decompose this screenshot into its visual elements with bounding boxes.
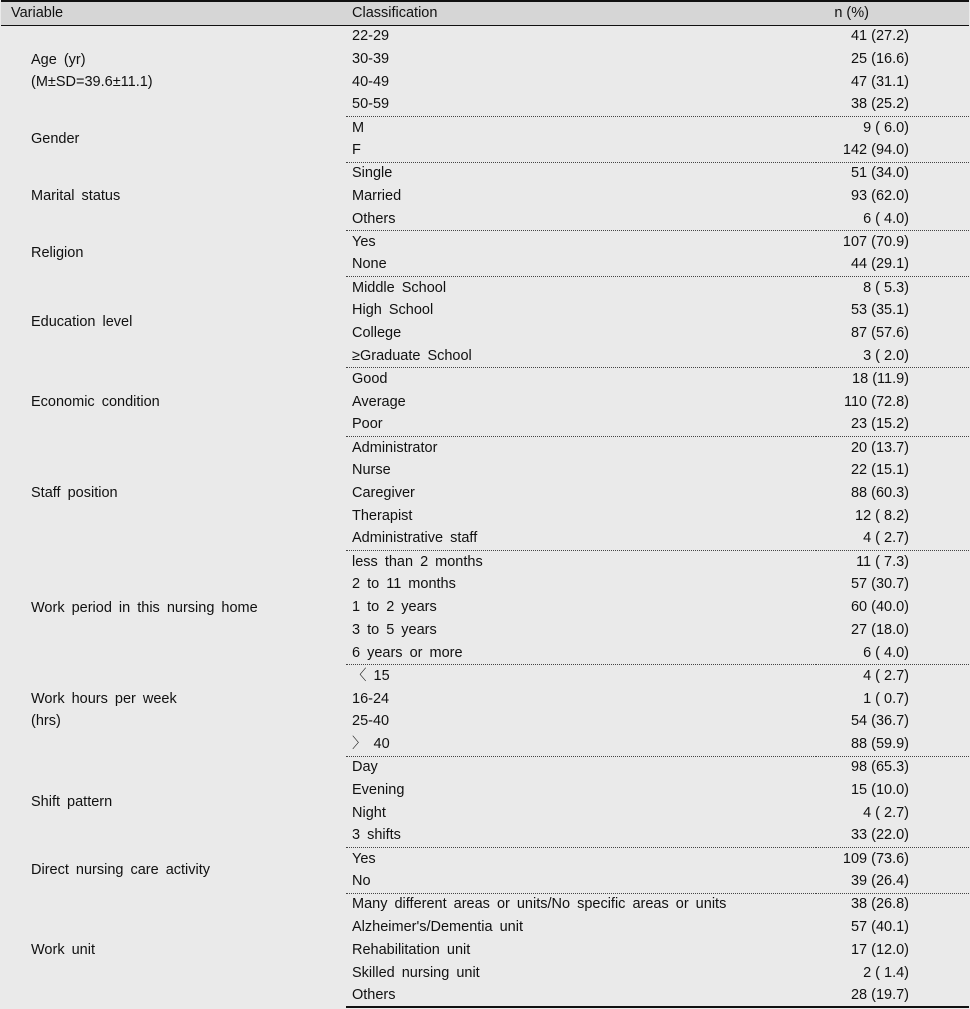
classification-cell: Poor: [346, 413, 816, 436]
count-percent-cell: 41 (27.2): [850, 28, 909, 45]
count-percent-cell: 110 (72.8): [843, 393, 909, 410]
classification-cell: Caregiver: [352, 485, 415, 502]
table-row: [1, 893, 969, 916]
table-row: [1, 116, 969, 139]
table-row: [1, 368, 969, 391]
classification-cell: 22-29: [352, 28, 390, 45]
classification-cell: 2 to 11 months: [352, 576, 456, 593]
variable-cell: [1, 25, 346, 116]
count-percent-cell: 8 ( 5.3): [863, 279, 909, 296]
classification-cell: No: [346, 870, 816, 893]
count-percent-cell: 44 (29.1): [816, 253, 969, 276]
classification-cell: High School: [352, 302, 434, 319]
classification-cell: None: [346, 253, 816, 276]
count-percent-cell: 38 (25.2): [816, 94, 969, 117]
classification-cell: 40-49: [352, 73, 390, 90]
count-percent-cell: 60 (40.0): [850, 599, 909, 616]
table-row: [1, 276, 969, 299]
count-percent-cell: 39 (26.4): [816, 870, 969, 893]
header-variable: Variable: [1, 1, 346, 25]
classification-cell: less than 2 months: [352, 553, 483, 570]
count-percent-cell: 12 ( 8.2): [855, 507, 909, 524]
classification-cell: 3 to 5 years: [352, 622, 437, 639]
count-percent-cell: 4 ( 2.7): [863, 804, 909, 821]
classification-cell: 25-40: [352, 713, 390, 730]
count-percent-cell: 107 (70.9): [842, 234, 909, 251]
classification-cell: 16-24: [352, 690, 390, 707]
count-percent-cell: 54 (36.7): [850, 713, 909, 730]
table-row: [1, 162, 969, 185]
classification-cell: F: [346, 139, 816, 162]
variable-label: Gender: [31, 131, 80, 148]
count-percent-cell: 11 ( 7.3): [856, 553, 909, 570]
classification-cell: Married: [352, 188, 402, 205]
count-percent-cell: 109 (73.6): [842, 850, 909, 867]
table-row: [1, 847, 969, 870]
classification-cell: Many different areas or units/No specific areas or units: [352, 896, 727, 913]
count-percent-cell: 98 (65.3): [850, 759, 909, 776]
table-row: [1, 231, 969, 254]
classification-cell: 3 shifts: [346, 825, 816, 848]
classification-cell: 50-59: [346, 94, 816, 117]
variable-cell: [1, 847, 346, 893]
classification-cell: Yes: [352, 850, 376, 867]
count-percent-cell: 57 (30.7): [850, 576, 909, 593]
count-percent-cell: 6 ( 4.0): [816, 208, 969, 231]
classification-cell: ≥Graduate School: [346, 345, 816, 368]
variable-label: Religion: [31, 245, 84, 262]
count-percent-cell: 88 (59.9): [816, 733, 969, 756]
classification-cell: Day: [352, 759, 378, 776]
variable-cell: [1, 665, 346, 756]
count-percent-cell: 4 ( 2.7): [863, 668, 909, 685]
classification-cell: Evening: [352, 782, 405, 799]
classification-cell: Single: [352, 165, 393, 182]
header-n-percent: n (%): [816, 1, 969, 25]
count-percent-cell: 88 (60.3): [850, 485, 909, 502]
classification-cell: Nurse: [352, 462, 391, 479]
table-row: [1, 25, 969, 48]
count-percent-cell: 38 (26.8): [850, 896, 909, 913]
classification-cell: Administrative staff: [346, 528, 816, 551]
classification-cell: College: [352, 325, 402, 342]
classification-cell: Administrator: [352, 439, 438, 456]
classification-cell: Yes: [352, 234, 376, 251]
variable-cell: [1, 756, 346, 847]
variable-label: (M±SD=39.6±11.1): [31, 73, 153, 90]
count-percent-cell: 51 (34.0): [850, 165, 909, 182]
variable-label: Economic condition: [31, 393, 160, 410]
table-row: [1, 756, 969, 779]
classification-cell: 〈 15: [352, 668, 390, 685]
classification-cell: Good: [352, 371, 388, 388]
count-percent-cell: 18 (11.9): [852, 371, 909, 388]
count-percent-cell: 93 (62.0): [850, 188, 909, 205]
variable-label: Work hours per week: [31, 691, 177, 708]
variable-label: (hrs): [31, 713, 61, 730]
count-percent-cell: 57 (40.1): [850, 919, 909, 936]
count-percent-cell: 17 (12.0): [850, 941, 909, 958]
count-percent-cell: 9 ( 6.0): [863, 119, 909, 136]
count-percent-cell: 33 (22.0): [816, 825, 969, 848]
variable-label: Work unit: [31, 942, 95, 959]
variable-label: Marital status: [31, 188, 121, 205]
count-percent-cell: 27 (18.0): [850, 622, 909, 639]
variable-cell: [1, 231, 346, 277]
table-header: [1, 1, 969, 25]
classification-cell: Therapist: [352, 507, 413, 524]
variable-label: Shift pattern: [31, 793, 113, 810]
demographics-table: [1, 0, 969, 1008]
variable-label: Staff position: [31, 485, 118, 502]
count-percent-cell: 23 (15.2): [816, 413, 969, 436]
count-percent-cell: 3 ( 2.0): [816, 345, 969, 368]
count-percent-cell: 15 (10.0): [850, 782, 909, 799]
classification-cell: Average: [352, 393, 406, 410]
count-percent-cell: 87 (57.6): [850, 325, 909, 342]
table-body: [1, 25, 969, 1007]
classification-cell: 30-39: [352, 51, 390, 68]
classification-cell: Skilled nursing unit: [352, 964, 480, 981]
count-percent-cell: 28 (19.7): [816, 984, 969, 1007]
variable-label: Age (yr): [31, 51, 86, 68]
classification-cell: 1 to 2 years: [352, 599, 437, 616]
count-percent-cell: 53 (35.1): [850, 302, 909, 319]
classification-cell: Others: [346, 208, 816, 231]
variable-cell: [1, 116, 346, 162]
variable-cell: [1, 893, 346, 1007]
variable-cell: [1, 276, 346, 367]
count-percent-cell: 6 ( 4.0): [816, 642, 969, 665]
count-percent-cell: 142 (94.0): [816, 139, 969, 162]
variable-label: Work period in this nursing home: [31, 599, 258, 616]
table-row: [1, 665, 969, 688]
variable-cell: [1, 550, 346, 664]
variable-cell: [1, 436, 346, 550]
table-row: [1, 550, 969, 573]
header-classification: Classification: [346, 1, 816, 25]
classification-cell: Rehabilitation unit: [352, 941, 471, 958]
classification-cell: M: [352, 119, 365, 136]
classification-cell: 6 years or more: [346, 642, 816, 665]
count-percent-cell: 4 ( 2.7): [816, 528, 969, 551]
variable-label: Education level: [31, 313, 133, 330]
classification-cell: Night: [352, 804, 386, 821]
classification-cell: 〉 40: [346, 733, 816, 756]
variable-cell: [1, 162, 346, 231]
count-percent-cell: 25 (16.6): [850, 51, 909, 68]
count-percent-cell: 2 ( 1.4): [863, 964, 909, 981]
table-row: [1, 436, 969, 459]
variable-cell: [1, 368, 346, 437]
count-percent-cell: 22 (15.1): [850, 462, 909, 479]
variable-label: Direct nursing care activity: [31, 862, 211, 879]
count-percent-cell: 1 ( 0.7): [863, 690, 909, 707]
classification-cell: Alzheimer's/Dementia unit: [352, 919, 523, 936]
count-percent-cell: 47 (31.1): [850, 73, 909, 90]
count-percent-cell: 20 (13.7): [850, 439, 909, 456]
header-row: [1, 1, 969, 25]
classification-cell: Middle School: [352, 279, 447, 296]
classification-cell: Others: [346, 984, 816, 1007]
